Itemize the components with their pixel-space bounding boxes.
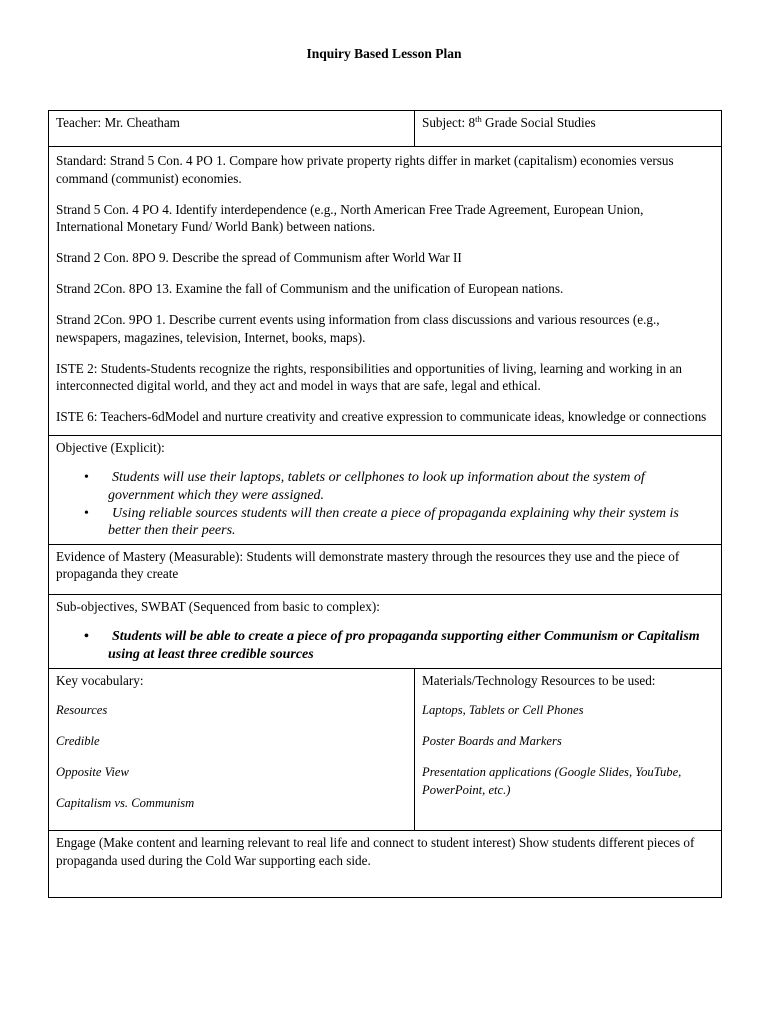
standard-3: Strand 2 Con. 8PO 9. Describe the spread of Communism after World War II [56, 250, 462, 266]
engage-row [49, 831, 722, 898]
materials-label: Materials/Technology Resources to be used: [422, 672, 656, 688]
standards-cell [49, 147, 722, 436]
vocabulary-item: Opposite View [56, 765, 129, 780]
evidence-cell [49, 544, 722, 594]
teacher-name: Teacher: Mr. Cheatham [56, 115, 180, 130]
objective-label: Objective (Explicit): [56, 439, 165, 455]
subject-prefix: Subject: 8 [422, 115, 476, 130]
engage-cell [49, 831, 722, 898]
standard-1: Standard: Strand 5 Con. 4 PO 1. Compare how private property rights differ in market (capitalism) economies versus command (communist) economies. [56, 153, 674, 186]
evidence-text: Evidence of Mastery (Measurable): Students will demonstrate mastery through the resources they use and the piece of propaganda they create [56, 548, 680, 582]
vocabulary-item: Resources [56, 703, 108, 718]
subobjectives-label: Sub-objectives, SWBAT (Sequenced from basic to complex): [56, 598, 380, 614]
subject-cell [415, 111, 722, 147]
objective-list [56, 469, 714, 539]
materials-item: Laptops, Tablets or Cell Phones [422, 703, 584, 718]
objective-item: • Using reliable sources students will then create a piece of propaganda explaining why their system is better then their peers. [108, 505, 714, 540]
vocabulary-item: Capitalism vs. Communism [56, 796, 195, 811]
evidence-row [49, 544, 722, 594]
subobjective-item: • Students will be able to create a piece of pro propaganda supporting either Communism or Capitalism using at least three credible sources [108, 628, 714, 663]
materials-cell [415, 668, 722, 831]
standard-4: Strand 2Con. 8PO 13. Examine the fall of Communism and the unification of European nations. [56, 281, 564, 297]
standard-7: ISTE 6: Teachers-6dModel and nurture creativity and creative expression to communicate ideas, knowledge or connections [56, 409, 707, 425]
subobjectives-list [56, 628, 714, 663]
lesson-plan-table [48, 110, 722, 898]
document-title: Inquiry Based Lesson Plan [306, 46, 462, 61]
materials-item: Poster Boards and Markers [422, 734, 562, 749]
standards-row [49, 147, 722, 436]
standard-6: ISTE 2: Students-Students recognize the rights, responsibilities and opportunities of living, learning and working in an interconnected digital world, and they act and model in ways that are safe, legal and ethical. [56, 360, 682, 394]
engage-text: Engage (Make content and learning relevant to real life and connect to student interest) Show students different pieces of propaganda used during the Cold War supporting each side. [56, 835, 695, 868]
vocabulary-label: Key vocabulary: [56, 672, 144, 688]
materials-item: Presentation applications (Google Slides, YouTube, PowerPoint, etc.) [422, 765, 682, 797]
standard-5: Strand 2Con. 9PO 1. Describe current events using information from class discussions and various resources (e.g., newspapers, magazines, television, Internet, books, maps). [56, 312, 660, 345]
vocabulary-cell [49, 668, 415, 831]
subobjectives-cell [49, 594, 722, 668]
subject-suffix: Grade Social Studies [481, 115, 596, 130]
subject-superscript: th [475, 114, 482, 124]
vocabulary-item: Credible [56, 734, 100, 749]
standard-2: Strand 5 Con. 4 PO 4. Identify interdependence (e.g., North American Free Trade Agreement, European Union, International Monetary Fund/ World Bank) between nations. [56, 201, 644, 235]
objective-row [49, 435, 722, 544]
header-row [49, 111, 722, 147]
teacher-cell [49, 111, 415, 147]
vocab-materials-row [49, 668, 722, 831]
subobjectives-row [49, 594, 722, 668]
objective-cell [49, 435, 722, 544]
objective-item: • Students will use their laptops, tablets or cellphones to look up information about the system of government which they were assigned. [108, 469, 714, 504]
